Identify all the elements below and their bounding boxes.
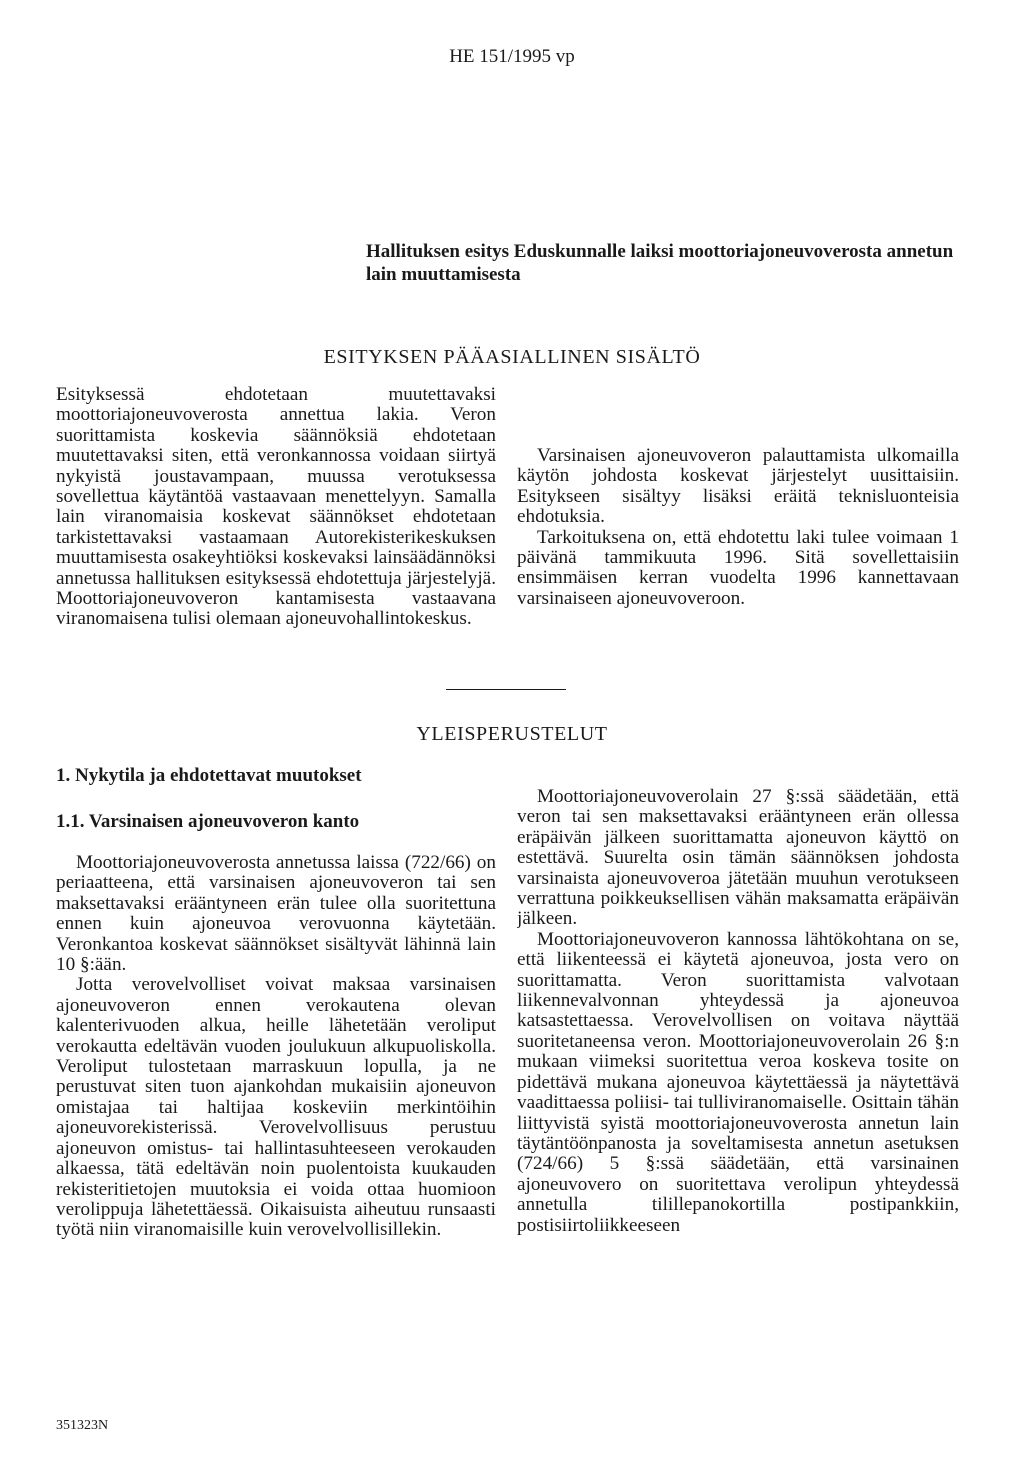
general-heading: YLEISPERUSTELUT xyxy=(416,723,608,745)
summary-paragraph: Esityksessä ehdotetaan muutettavaksi moottoriajoneuvoverosta annettua lakia. Veron suorittamista koskevia säännöksiä ehdotetaan muutettavaksi siten, että veronkannossa voidaan siirtyä nykyistä joustavampaan, muussa verotuksessa sovellettua käytäntöä vastaavaan menettelyyn. Samalla lain viranomaisia koskevat säännökset ehdotetaan tarkistettavaksi vastaamaan Autorekisterikeskuksen muuttamisesta osakeyhtiöksi koskevaksi lainsäädännöksi annetussa hallituksen esityksessä ehdotettuja järjestelyjä. Moottoriajoneuvoveron kantamisesta vastaavana viranomaisena tulisi olemaan ajoneuvohallintokeskus. xyxy=(56,385,496,630)
body-paragraph: Moottoriajoneuvoverolain 27 §:ssä säädetään, että veron tai sen maksettavaksi erääntyneen erän ollessa eräpäivän jälkeen suorittamatta ajoneuvon käyttö on estettävä. Suurelta osin tämän säännöksen johdosta varsinaista ajoneuvoveroa jätetään muuhun verotukseen verrattuna poikkeuksellisen vähän maksamatta eräpäivän jälkeen. xyxy=(517,786,959,930)
section-title: 1. Nykytila ja ehdotettavat muutokset xyxy=(56,765,362,786)
print-code: 351323N xyxy=(56,1418,109,1433)
subsection-title: 1.1. Varsinaisen ajoneuvoveron kanto xyxy=(56,811,360,832)
summary-paragraph: Tarkoituksena on, että ehdotettu laki tulee voimaan 1 päivänä tammikuuta 1996. Sitä sovellettaisiin ensimmäisen kerran vuodelta 1996 kannettavaan varsinaiseen ajoneuvoveroon. xyxy=(517,526,959,609)
section-divider xyxy=(446,689,566,690)
summary-paragraph: Varsinaisen ajoneuvoveron palauttamista ulkomailla käytön johdosta koskevat järjestelyt uusittaisiin. Esitykseen sisältyy lisäksi eräitä teknisluonteisia ehdotuksia. xyxy=(517,445,959,528)
body-paragraph: Jotta verovelvolliset voivat maksaa varsinaisen ajoneuvoveron ennen verokautena olevan kalenterivuoden alkua, heille lähetetään veroliput verokautta edeltävän vuoden joulukuun alkupuoliskolla. Veroliput tulostetaan marraskuun lopulla, ja ne perustuvat siten tuon ajankohdan mukaisiin ajoneuvon omistajaa tai haltijaa koskeviin merkintöihin ajoneuvorekisterissä. Verovelvollisuus perustuu ajoneuvon omistus- tai hallintasuhteeseen verokauden alkaessa, tätä edeltävän noin puolentoista kuukauden rekisteritietojen muutoksia ei voida ottaa huomioon verolippuja lähetettäessä. Oikaisuista aiheutuu runsaasti työtä niin viranomaisille kuin verovelvollisillekin. xyxy=(56,974,496,1241)
summary-left-column xyxy=(56,385,496,657)
body-paragraph: Moottoriajoneuvoverosta annetussa laissa (722/66) on periaatteena, että varsinaisen ajoneuvoveron tai sen maksettavaksi erääntyneen erän tulee olla suoritettuna ennen kuin ajoneuvoa verovuonna käytetään. Veronkantoa koskevat säännökset sisältyvät lähinnä lain 10 §:ään. xyxy=(56,853,496,976)
document-id: HE 151/1995 vp xyxy=(449,46,575,67)
summary-heading: ESITYKSEN PÄÄASIALLINEN SISÄLTÖ xyxy=(323,346,701,368)
proposal-title: Hallituksen esitys Eduskunnalle laiksi moottoriajoneuvoverosta annetun lain muuttamisesta xyxy=(366,241,954,285)
general-left-column xyxy=(56,853,496,1383)
body-paragraph: Moottoriajoneuvoveron kannossa lähtökohtana on se, että liikenteessä ei käytetä ajoneuvoa, josta vero on suorittamatta. Veron suorittamista valvotaan liikennevalvonnan yhteydessä ja ajoneuvoa katsastettaessa. Verovelvollisen on voitava näyttää suoritetaneensa veron. Moottoriajoneuvoverolain 26 §:n mukaan viimeksi suoritettua veroa koskeva tosite on pidettävä mukana ajoneuvoa käytettäessä ja näytettävä vaadittaessa poliisi- tai tulliviranomaiselle. Osittain tähän liittyvistä syistä moottoriajoneuvoverosta annetun lain täytäntöönpanosta ja soveltamisesta annetun asetuksen (724/66) 5 §:ssä säädetään, että varsinainen ajoneuvovero on suoritettava verolipun yhteydessä annetulla tilillepanokortilla postipankkiin, postisiirtoliikkeeseen xyxy=(517,928,959,1236)
summary-right-column xyxy=(517,385,959,657)
general-right-column xyxy=(517,767,959,1383)
